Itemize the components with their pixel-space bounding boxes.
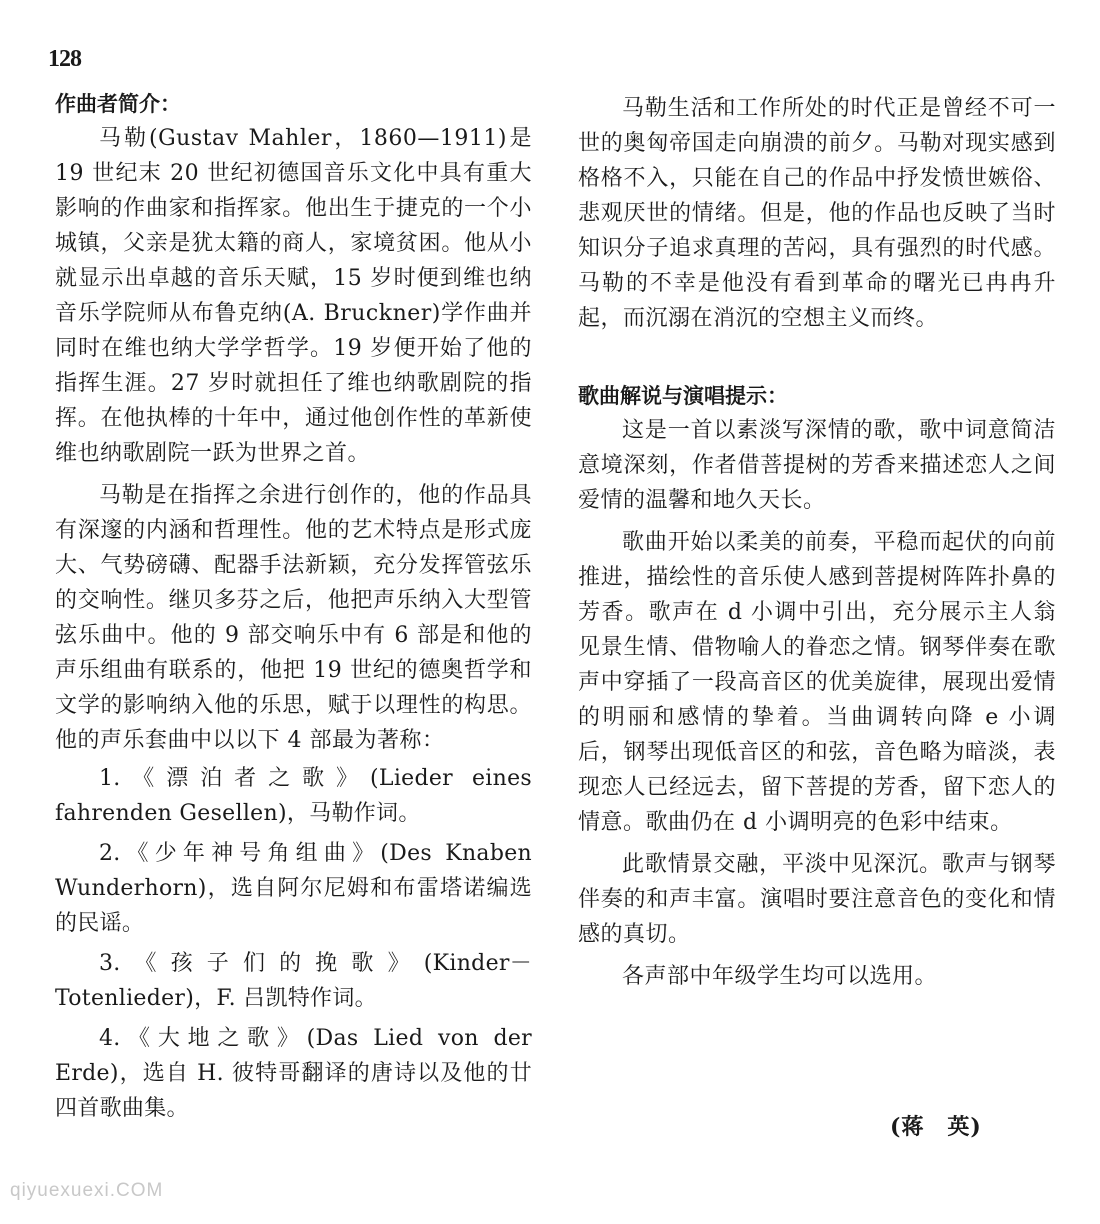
works-list-item: 1.《漂泊者之歌》(Lieder eines fahrenden Gesellen)，马勒作词。 xyxy=(55,766,532,826)
works-list-item: 2.《少年神号角组曲》(Des Knaben Wunderhorn)，选自阿尔尼姆和布雷塔诺编选的民谣。 xyxy=(55,841,532,936)
works-list-item: 4.《大地之歌》(Das Lied von der Erde)，选自 H. 彼特哥翻译的唐诗以及他的廿四首歌曲集。 xyxy=(55,1026,532,1121)
song-notes-paragraph: 各声部中年级学生均可以选用。 xyxy=(622,964,938,989)
song-notes-heading: 歌曲解说与演唱提示： xyxy=(578,383,788,408)
right-column xyxy=(578,91,1056,994)
site-watermark: qiyuexuexi.COM xyxy=(10,1180,164,1201)
song-notes-paragraph: 歌曲开始以柔美的前奏，平稳而起伏的向前推进，描绘性的音乐使人感到菩提树阵阵扑鼻的芳香。歌声在 d 小调中引出，充分展示主人翁见景生情、借物喻人的眷恋之情。钢琴伴奏在歌声中穿插了一段高音区的优美旋律，展现出爱情的明丽和感情的挚着。当曲调转向降 e 小调后，钢琴出现低音区的和弦，音色略为暗淡，表现恋人已经远去，留下菩提的芳香，留下恋人的情意。歌曲仍在 d 小调明亮的色彩中结束。 xyxy=(578,530,1056,835)
article-author: (蒋 英) xyxy=(890,1114,982,1140)
page-number: 128 xyxy=(48,46,81,72)
composer-works-paragraph: 马勒是在指挥之余进行创作的，他的作品具有深邃的内涵和哲理性。他的艺术特点是形式庞大、气势磅礴、配器手法新颖，充分发挥管弦乐的交响性。继贝多芬之后，他把声乐纳入大型管弦乐曲中。他的 9 部交响乐中有 6 部是和他的声乐组曲有联系的，他把 19 世纪的德奥哲学和文学的影响纳入他的乐思，赋于以理性的构思。他的声乐套曲中以以下 4 部最为著称： xyxy=(55,483,532,753)
song-notes-paragraph: 这是一首以素淡写深情的歌，歌中词意简洁意境深刻，作者借菩提树的芳香来描述恋人之间爱情的温馨和地久天长。 xyxy=(578,418,1056,513)
works-list-item: 3.《孩子们的挽歌》(Kinder－Totenlieder)，F. 吕凯特作词。 xyxy=(55,951,532,1011)
composer-bio-paragraph: 马勒(Gustav Mahler，1860—1911)是 19 世纪末 20 世纪初德国音乐文化中具有重大影响的作曲家和指挥家。他出生于捷克的一个小城镇，父亲是犹太籍的商人，家境贫困。他从小就显示出卓越的音乐天赋，15 岁时便到维也纳音乐学院师从布鲁克纳(A. Bruckner)学作曲并同时在维也纳大学学哲学。19 岁便开始了他的指挥生涯。27 岁时就担任了维也纳歌剧院的指挥。在他执棒的十年中，通过他创作性的革新使维也纳歌剧院一跃为世界之首。 xyxy=(55,126,532,466)
left-column xyxy=(55,86,532,1131)
song-notes-paragraph: 此歌情景交融，平淡中见深沉。歌声与钢琴伴奏的和声丰富。演唱时要注意音色的变化和情感的真切。 xyxy=(578,852,1056,947)
composer-intro-heading: 作曲者简介： xyxy=(55,91,181,116)
era-paragraph: 马勒生活和工作所处的时代正是曾经不可一世的奥匈帝国走向崩溃的前夕。马勒对现实感到格格不入，只能在自己的作品中抒发愤世嫉俗、悲观厌世的情绪。但是，他的作品也反映了当时知识分子追求真理的苦闷，具有强烈的时代感。马勒的不幸是他没有看到革命的曙光已冉冉升起，而沉溺在消沉的空想主义而终。 xyxy=(578,96,1056,331)
